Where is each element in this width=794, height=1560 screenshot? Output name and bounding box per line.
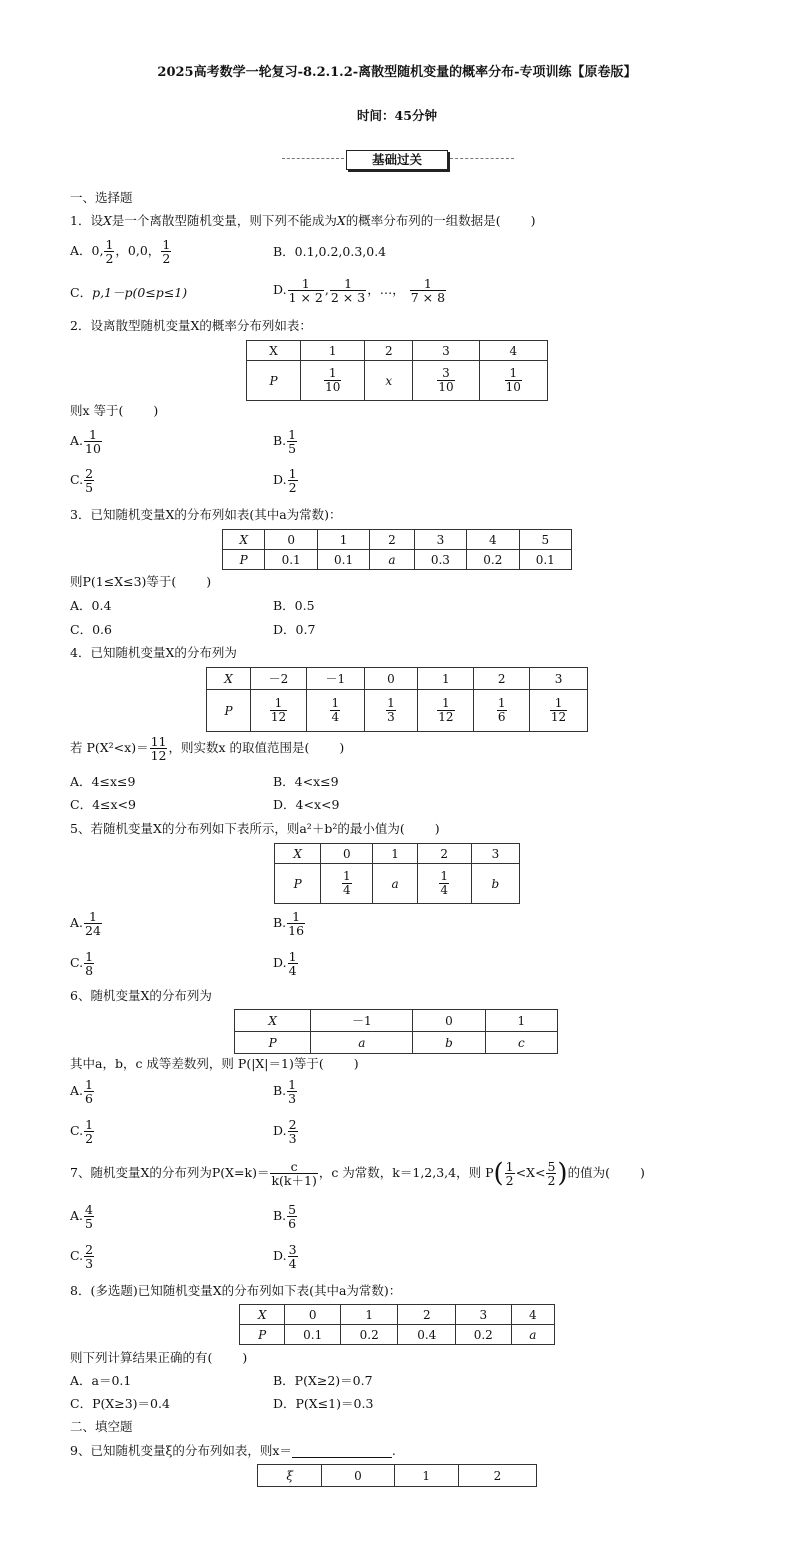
table-cell: 0 [321,844,373,864]
q4-option-c: C．4≤x<9 [70,797,136,812]
table-cell: $\frac{1}{4}$ [306,690,364,732]
table-cell: $\frac{1}{10}$ [301,361,365,401]
table-cell: 0 [413,1010,485,1032]
q6-option-d: D. $\frac{2}{3}$ [273,1117,297,1147]
table-cell: X [235,1010,311,1032]
table-cell: x [365,361,413,401]
table-cell: 2 [417,844,471,864]
table-cell: 0.3 [414,550,466,570]
table-cell: P [235,1032,311,1054]
table-cell: 3 [413,341,479,361]
q6-option-a: A. $\frac{1}{6}$ [70,1077,93,1107]
table-cell: a [311,1032,413,1054]
section-fill-heading: 二、填空题 [70,1419,133,1434]
q9-stem: 9、已知随机变量ξ的分布列如表，则x＝ . [70,1443,396,1458]
q7-option-d: D. $\frac{3}{4}$ [273,1242,297,1272]
q3-option-d: D．0.7 [273,622,316,637]
q1-stem: 1．设X是一个离散型随机变量，则下列不能成为X的概率分布列的一组数据是( ) [70,213,536,228]
table-cell: $\frac{3}{10}$ [413,361,479,401]
q9-answer-blank[interactable] [292,1446,392,1458]
q1-option-d: D. $\frac{1}{1 \times 2}$ , $\frac{1}{2 \times 3}$ ，…， $\frac{1}{7 \times 8}$ [273,276,446,306]
q6-option-c: C. $\frac{1}{2}$ [70,1117,94,1147]
table-cell: 1 [301,341,365,361]
q8-question: 则下列计算结果正确的有( ) [70,1350,248,1365]
table-cell: 1 [418,668,474,690]
q2-option-c: C. $\frac{2}{5}$ [70,466,94,496]
q2-distribution-table [246,340,548,401]
q5-stem: 5、若随机变量X的分布列如下表所示，则a²＋b²的最小值为( ) [70,821,440,836]
q4-question: 若 P(X²<x)＝ $\frac{11}{12}$ ，则实数x 的取值范围是( ) [70,734,345,764]
table-cell: ξ [258,1465,322,1487]
time-limit: 时间：45分钟 [357,108,437,123]
q7-option-b: B. $\frac{5}{6}$ [273,1202,297,1232]
divider-left [282,158,344,159]
table-cell: －2 [250,668,306,690]
q3-stem: 3．已知随机变量X的分布列如表(其中a为常数)： [70,507,342,522]
table-cell: 0.1 [519,550,571,570]
table-cell: $\frac{1}{4}$ [417,864,471,904]
q2-question: 则x 等于( ) [70,403,159,418]
q8-option-a: A．a＝0.1 [70,1373,132,1388]
q4-option-b: B．4<x≤9 [273,774,339,789]
table-cell: 4 [511,1305,554,1325]
q8-option-b: B．P(X≥2)＝0.7 [273,1373,373,1388]
table-cell: 0.1 [317,550,369,570]
table-cell: 2 [474,668,530,690]
table-cell: b [471,864,519,904]
table-cell: 3 [414,530,466,550]
table-cell: a [370,550,414,570]
q6-option-b: B. $\frac{1}{3}$ [273,1077,297,1107]
q2-option-d: D. $\frac{1}{2}$ [273,466,297,496]
table-cell: 1 [485,1010,557,1032]
table-cell: $\frac{1}{10}$ [479,361,547,401]
table-cell: P [240,1325,285,1345]
table-cell: 2 [370,530,414,550]
table-cell: －1 [311,1010,413,1032]
table-cell: $\frac{1}{6}$ [474,690,530,732]
table-cell: P [247,361,301,401]
q3-option-b: B．0.5 [273,598,315,613]
table-cell: 4 [467,530,519,550]
table-cell: a [373,864,417,904]
table-cell: P [275,864,321,904]
q7-stem: 7、随机变量X的分布列为P(X=k)＝ $\frac{c}{k(k+1)}$ ，c 为常数，k＝1,2,3,4，则 P( $\frac{1}{2}$ <X< $\frac{5}{2}$ )的值为( ) [70,1158,645,1189]
table-cell: 0 [265,530,317,550]
section-choice-heading: 一、选择题 [70,190,133,205]
q6-stem: 6、随机变量X的分布列为 [70,988,212,1003]
q1-option-b: B．0.1,0.2,0.3,0.4 [273,244,387,259]
table-cell: 0 [322,1465,394,1487]
q2-option-b: B. $\frac{1}{5}$ [273,427,297,457]
table-cell: $\frac{1}{4}$ [321,864,373,904]
table-cell: X [223,530,265,550]
q6-distribution-table [234,1009,558,1054]
q4-stem: 4．已知随机变量X的分布列为 [70,645,237,660]
q5-option-b: B. $\frac{1}{16}$ [273,909,305,939]
table-cell: X [247,341,301,361]
q5-option-d: D. $\frac{1}{4}$ [273,949,297,979]
q5-option-c: C. $\frac{1}{8}$ [70,949,94,979]
table-cell: 3 [456,1305,512,1325]
table-cell: 0.2 [340,1325,398,1345]
q5-option-a: A. $\frac{1}{24}$ [70,909,101,939]
q2-option-a: A. $\frac{1}{10}$ [70,427,101,457]
table-cell: 0 [364,668,418,690]
q3-option-c: C．0.6 [70,622,112,637]
table-cell: 0.1 [265,550,317,570]
table-cell: $\frac{1}{12}$ [250,690,306,732]
table-cell: 0.1 [285,1325,341,1345]
q1-option-c: C．p,1－p(0≤p≤1) [70,285,188,300]
table-cell: 4 [479,341,547,361]
table-cell: 0 [285,1305,341,1325]
table-cell: 1 [317,530,369,550]
table-cell: －1 [306,668,364,690]
table-cell: c [485,1032,557,1054]
table-cell: a [511,1325,554,1345]
q7-option-a: A. $\frac{4}{5}$ [70,1202,93,1232]
q3-option-a: A．0.4 [70,598,112,613]
q4-option-a: A．4≤x≤9 [70,774,136,789]
table-cell: 2 [398,1305,456,1325]
table-cell: $\frac{1}{12}$ [530,690,588,732]
table-cell: 3 [530,668,588,690]
q8-distribution-table [239,1304,555,1345]
q2-stem: 2．设离散型随机变量X的概率分布列如表： [70,318,312,333]
q4-option-d: D．4<x<9 [273,797,340,812]
table-cell: 1 [373,844,417,864]
table-cell: $\frac{1}{12}$ [418,690,474,732]
section-banner: 基础过关 [346,150,448,170]
q4-distribution-table [206,667,588,732]
table-cell: 2 [365,341,413,361]
q3-distribution-table [222,529,572,570]
table-cell: X [275,844,321,864]
q8-option-c: C．P(X≥3)＝0.4 [70,1396,170,1411]
table-cell: 0.2 [456,1325,512,1345]
table-cell: X [240,1305,285,1325]
table-cell: 5 [519,530,571,550]
table-cell: b [413,1032,485,1054]
table-cell: 0.2 [467,550,519,570]
table-cell: $\frac{1}{3}$ [364,690,418,732]
table-cell: P [207,690,251,732]
divider-right [450,158,514,159]
q8-option-d: D．P(X≤1)＝0.3 [273,1396,374,1411]
table-cell: 3 [471,844,519,864]
q9-distribution-table [257,1464,537,1487]
q3-question: 则P(1≤X≤3)等于( ) [70,574,212,589]
q5-distribution-table [274,843,520,904]
table-cell: 2 [458,1465,536,1487]
table-cell: 1 [340,1305,398,1325]
document-title: 2025高考数学一轮复习-8.2.1.2-离散型随机变量的概率分布-专项训练【原卷版】 [157,65,637,80]
table-cell: P [223,550,265,570]
table-cell: X [207,668,251,690]
table-cell: 0.4 [398,1325,456,1345]
q7-option-c: C. $\frac{2}{3}$ [70,1242,94,1272]
table-cell: 1 [394,1465,458,1487]
q1-option-a: A．0, $\frac{1}{2}$ ，0,0， $\frac{1}{2}$ [70,237,171,267]
q8-stem: 8．(多选题)已知随机变量X的分布列如下表(其中a为常数)： [70,1283,402,1298]
q6-question: 其中a，b，c 成等差数列，则 P(|X|＝1)等于( ) [70,1056,359,1071]
